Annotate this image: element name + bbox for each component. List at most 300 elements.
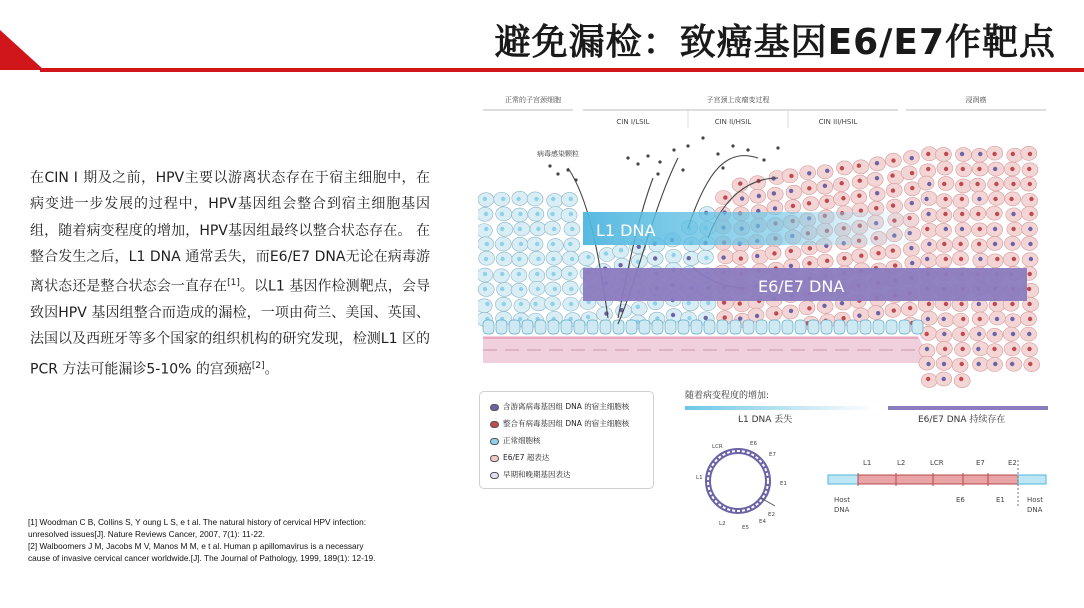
cell-nucleus bbox=[553, 287, 557, 291]
cell-nucleus bbox=[773, 206, 777, 210]
tissue-cell bbox=[868, 305, 884, 319]
legend-item bbox=[490, 418, 629, 429]
cell-nucleus bbox=[994, 182, 998, 186]
basal-cell bbox=[704, 320, 715, 334]
cell-nucleus bbox=[910, 156, 914, 160]
cell-nucleus bbox=[992, 347, 996, 351]
cell-nucleus bbox=[687, 256, 691, 260]
cell-nucleus bbox=[1028, 242, 1032, 246]
virus-particle bbox=[776, 146, 779, 149]
progress-title: 随着病变程度的增加: bbox=[685, 391, 770, 401]
cell-nucleus bbox=[1027, 167, 1031, 171]
cell-nucleus bbox=[927, 182, 931, 186]
e6e7-dna-label: E6/E7 DNA bbox=[758, 277, 845, 296]
genome-label-lcr: LCR bbox=[712, 444, 723, 450]
genome-label-e6: E6 bbox=[750, 441, 757, 447]
cell-nucleus bbox=[1011, 182, 1015, 186]
cell-nucleus bbox=[910, 171, 914, 175]
cell-nucleus bbox=[941, 377, 945, 381]
tissue-cell bbox=[918, 176, 934, 190]
cell-nucleus bbox=[875, 176, 879, 180]
tissue-cell bbox=[531, 297, 547, 311]
genome-label-e5: E5 bbox=[742, 525, 749, 531]
tissue-cell bbox=[478, 299, 492, 313]
cell-nucleus bbox=[908, 306, 912, 310]
cell-nucleus bbox=[501, 197, 505, 201]
title-divider bbox=[40, 68, 1084, 72]
cell-nucleus bbox=[857, 194, 861, 198]
cell-nucleus bbox=[995, 257, 999, 261]
cell-nucleus bbox=[586, 255, 590, 259]
cell-nucleus bbox=[823, 184, 827, 188]
virus-particle bbox=[658, 160, 661, 163]
basal-cell bbox=[626, 320, 637, 334]
tissue-cell bbox=[953, 313, 969, 327]
cell-nucleus bbox=[1028, 317, 1032, 321]
body-text-part-3: 。 bbox=[264, 361, 279, 378]
cell-nucleus bbox=[977, 332, 981, 336]
stage-label-normal: 正常的子宫颈细胞 bbox=[505, 96, 561, 104]
virus-particle bbox=[672, 148, 675, 151]
cell-nucleus bbox=[874, 206, 878, 210]
cell-nucleus bbox=[721, 255, 725, 259]
tissue-cell bbox=[561, 208, 577, 222]
cell-nucleus bbox=[535, 242, 539, 246]
host-dna-left-2: DNA bbox=[834, 506, 850, 514]
linear-label-l2: L2 bbox=[897, 459, 906, 467]
cell-nucleus bbox=[978, 152, 982, 156]
tissue-cell bbox=[1022, 193, 1038, 207]
cell-nucleus bbox=[927, 242, 931, 246]
stage-header bbox=[483, 95, 1046, 128]
virus-particles-label: 病毒感染颗粒 bbox=[537, 150, 579, 158]
tissue-cell bbox=[786, 185, 802, 199]
cell-nucleus bbox=[1011, 242, 1015, 246]
cell-nucleus bbox=[569, 287, 573, 291]
tissue-cell bbox=[936, 194, 952, 208]
cell-nucleus bbox=[944, 257, 948, 261]
virus-particle bbox=[636, 162, 639, 165]
cell-nucleus bbox=[942, 182, 946, 186]
virus-particles bbox=[548, 136, 779, 181]
basal-cell bbox=[678, 320, 689, 334]
cell-nucleus bbox=[959, 377, 963, 381]
legend-swatch bbox=[490, 438, 499, 445]
cell-nucleus bbox=[484, 227, 488, 231]
cell-nucleus bbox=[926, 317, 930, 321]
genome-label-l1: L1 bbox=[696, 475, 703, 481]
basal-cell bbox=[886, 320, 897, 334]
cell-nucleus bbox=[552, 227, 556, 231]
cell-nucleus bbox=[1009, 197, 1013, 201]
basal-cell bbox=[873, 320, 884, 334]
cell-nucleus bbox=[910, 186, 914, 190]
cell-nucleus bbox=[857, 164, 861, 168]
cell-nucleus bbox=[943, 197, 947, 201]
virus-particle bbox=[646, 154, 649, 157]
cell-nucleus bbox=[926, 152, 930, 156]
cell-nucleus bbox=[926, 212, 930, 216]
cell-nucleus bbox=[944, 152, 948, 156]
tissue-cell bbox=[547, 207, 563, 221]
e6e7-dna-band bbox=[583, 268, 1027, 301]
cell-nucleus bbox=[706, 301, 710, 305]
cell-nucleus bbox=[551, 242, 555, 246]
basal-cell bbox=[548, 320, 559, 334]
basal-cell bbox=[561, 320, 572, 334]
cell-nucleus bbox=[569, 212, 573, 216]
cell-nucleus bbox=[925, 257, 929, 261]
cell-nucleus bbox=[1027, 287, 1031, 291]
cell-nucleus bbox=[958, 242, 962, 246]
cell-nucleus bbox=[961, 167, 965, 171]
cell-nucleus bbox=[978, 317, 982, 321]
stage-label-cin2: CIN II/HSIL bbox=[714, 118, 752, 126]
cell-nucleus bbox=[686, 301, 690, 305]
virus-particle bbox=[762, 158, 765, 161]
basal-cell bbox=[600, 320, 611, 334]
cell-nucleus bbox=[570, 257, 574, 261]
citation-1: [1] bbox=[227, 278, 240, 289]
cell-nucleus bbox=[977, 302, 981, 306]
cell-nucleus bbox=[977, 197, 981, 201]
tissue-cell bbox=[921, 191, 937, 205]
cell-nucleus bbox=[858, 179, 862, 183]
cell-nucleus bbox=[519, 242, 523, 246]
cell-nucleus bbox=[500, 287, 504, 291]
cell-nucleus bbox=[789, 174, 793, 178]
basal-cell bbox=[743, 320, 754, 334]
stage-label-cin1: CIN I/LSIL bbox=[616, 118, 650, 126]
tissue-cell bbox=[867, 172, 883, 186]
cell-nucleus bbox=[789, 249, 793, 253]
cell-nucleus bbox=[500, 257, 504, 261]
cell-nucleus bbox=[789, 309, 793, 313]
virus-particle bbox=[721, 166, 724, 169]
cell-nucleus bbox=[959, 257, 963, 261]
basal-cell bbox=[665, 320, 676, 334]
basal-cell bbox=[691, 320, 702, 334]
cell-nucleus bbox=[893, 263, 897, 267]
cell-nucleus bbox=[687, 316, 691, 320]
l1-loss-bar bbox=[685, 406, 875, 410]
cell-nucleus bbox=[484, 257, 488, 261]
tissue-cell bbox=[511, 283, 527, 297]
virus-particle bbox=[626, 156, 629, 159]
cell-nucleus bbox=[891, 158, 895, 162]
cell-nucleus bbox=[1010, 317, 1014, 321]
cell-nucleus bbox=[993, 227, 997, 231]
cell-nucleus bbox=[1028, 182, 1032, 186]
basal-cell bbox=[535, 320, 546, 334]
cell-nucleus bbox=[840, 166, 844, 170]
basal-cell bbox=[821, 320, 832, 334]
basal-cell bbox=[509, 320, 520, 334]
cell-nucleus bbox=[536, 257, 540, 261]
cell-nucleus bbox=[740, 196, 744, 200]
cell-nucleus bbox=[924, 332, 928, 336]
cell-nucleus bbox=[671, 313, 675, 317]
tissue-cell bbox=[497, 222, 513, 236]
cell-nucleus bbox=[1012, 257, 1016, 261]
cell-nucleus bbox=[993, 167, 997, 171]
virus-particle bbox=[716, 152, 719, 155]
cell-nucleus bbox=[876, 311, 880, 315]
cell-nucleus bbox=[568, 272, 572, 276]
cell-nucleus bbox=[890, 173, 894, 177]
cell-nucleus bbox=[960, 347, 964, 351]
cell-nucleus bbox=[1029, 257, 1033, 261]
cell-nucleus bbox=[570, 227, 574, 231]
virus-particle bbox=[686, 144, 689, 147]
l1-dna-label: L1 DNA bbox=[596, 221, 656, 240]
legend-swatch bbox=[490, 421, 499, 428]
cell-nucleus bbox=[519, 302, 523, 306]
cell-nucleus bbox=[604, 251, 608, 255]
cell-nucleus bbox=[791, 204, 795, 208]
cell-nucleus bbox=[618, 263, 622, 267]
cell-nucleus bbox=[840, 301, 844, 305]
cell-nucleus bbox=[944, 167, 948, 171]
cell-nucleus bbox=[807, 261, 811, 265]
cell-nucleus bbox=[841, 196, 845, 200]
cell-nucleus bbox=[891, 203, 895, 207]
virus-particle bbox=[731, 144, 734, 147]
linear-label-lcr: LCR bbox=[930, 459, 944, 467]
genome-label-e4: E4 bbox=[759, 519, 766, 525]
cell-nucleus bbox=[484, 212, 488, 216]
l1-dna-band bbox=[583, 212, 913, 245]
tissue-cell bbox=[853, 160, 869, 174]
legend-label: 正常细胞核 bbox=[503, 436, 541, 445]
stage-label-lesion: 子宫颈上皮瘤变过程 bbox=[706, 96, 770, 104]
reference-line: unresolved issues[J]. Nature Reviews Cancer, 2007, 7(1): 11-22. bbox=[28, 529, 265, 539]
cell-nucleus bbox=[755, 254, 759, 258]
basal-cell bbox=[717, 320, 728, 334]
cell-nucleus bbox=[535, 212, 539, 216]
cell-nucleus bbox=[925, 227, 929, 231]
tissue-cell bbox=[718, 250, 734, 264]
cell-nucleus bbox=[892, 308, 896, 312]
references bbox=[28, 516, 468, 564]
cell-nucleus bbox=[959, 182, 963, 186]
cell-nucleus bbox=[738, 181, 742, 185]
tissue-cell bbox=[973, 342, 989, 356]
cell-nucleus bbox=[993, 242, 997, 246]
cell-nucleus bbox=[978, 257, 982, 261]
tissue-cell bbox=[578, 252, 594, 266]
cell-nucleus bbox=[875, 161, 879, 165]
cell-nucleus bbox=[536, 287, 540, 291]
cell-nucleus bbox=[944, 227, 948, 231]
basal-cell bbox=[912, 320, 923, 334]
cell-nucleus bbox=[825, 259, 829, 263]
cell-nucleus bbox=[789, 264, 793, 268]
cell-nucleus bbox=[485, 242, 489, 246]
body-text-part-2: 。以L1 基因作检测靶点，会导致因HPV 基因组整合而造成的漏检，一项由荷兰、美国、英国、法国以及西班牙等多个国家的组织机构的研究发现，检测L1 区的PCR 方法可能漏诊5-10% 的宫颈癌 bbox=[30, 278, 430, 378]
cell-nucleus bbox=[960, 152, 964, 156]
genome-label-e1: E1 bbox=[780, 481, 787, 487]
cell-nucleus bbox=[502, 302, 506, 306]
cell-nucleus bbox=[961, 317, 965, 321]
cell-nucleus bbox=[738, 301, 742, 305]
linear-label-e7: E7 bbox=[976, 459, 985, 467]
reference-line: [2] Walboomers J M, Jacobs M V, Manos M M, e t al. Human p apillomavirus is a necessary bbox=[28, 541, 364, 551]
cell-nucleus bbox=[517, 257, 521, 261]
cell-nucleus bbox=[975, 182, 979, 186]
cell-nucleus bbox=[1028, 227, 1032, 231]
cell-nucleus bbox=[703, 316, 707, 320]
basal-cell bbox=[587, 320, 598, 334]
cell-nucleus bbox=[840, 181, 844, 185]
cell-nucleus bbox=[976, 347, 980, 351]
e6e7-persist-bar bbox=[888, 406, 1048, 410]
tissue-cell bbox=[935, 147, 951, 161]
cell-nucleus bbox=[500, 272, 504, 276]
cell-nucleus bbox=[910, 261, 914, 265]
tissue-cell bbox=[936, 254, 952, 268]
cell-nucleus bbox=[942, 317, 946, 321]
linear-label-e6: E6 bbox=[956, 496, 965, 504]
e6e7-persist-label: E6/E7 DNA 持续存在 bbox=[918, 415, 1006, 425]
cell-nucleus bbox=[516, 197, 520, 201]
cell-nucleus bbox=[977, 167, 981, 171]
tissue-cell bbox=[527, 237, 543, 251]
tissue-cell bbox=[901, 166, 917, 180]
virus-particle bbox=[556, 172, 559, 175]
cell-nucleus bbox=[653, 256, 657, 260]
basal-cell bbox=[808, 320, 819, 334]
cell-nucleus bbox=[909, 246, 913, 250]
cell-nucleus bbox=[569, 197, 573, 201]
cell-nucleus bbox=[789, 189, 793, 193]
tissue-cell bbox=[935, 223, 951, 237]
basal-cell bbox=[834, 320, 845, 334]
linear-label-e2: E2 bbox=[1008, 459, 1017, 467]
cell-nucleus bbox=[807, 201, 811, 205]
cell-nucleus bbox=[534, 197, 538, 201]
cell-nucleus bbox=[500, 242, 504, 246]
cell-nucleus bbox=[568, 242, 572, 246]
stroma-layer bbox=[483, 336, 933, 363]
host-dna-right-1: Host bbox=[1027, 496, 1043, 504]
cell-nucleus bbox=[924, 197, 928, 201]
cell-nucleus bbox=[637, 245, 641, 249]
cell-nucleus bbox=[825, 199, 829, 203]
stage-label-cin3: CIN III/HSIL bbox=[818, 118, 858, 126]
basal-cell bbox=[769, 320, 780, 334]
cell-nucleus bbox=[1027, 302, 1031, 306]
cell-nucleus bbox=[1012, 347, 1016, 351]
linear-label-e1: E1 bbox=[996, 496, 1005, 504]
tissue-cell bbox=[987, 254, 1003, 268]
cell-nucleus bbox=[995, 212, 999, 216]
circular-hpv-genome bbox=[696, 441, 787, 531]
cell-nucleus bbox=[891, 248, 895, 252]
cell-nucleus bbox=[822, 304, 826, 308]
cell-nucleus bbox=[1028, 362, 1032, 366]
cell-nucleus bbox=[772, 191, 776, 195]
cell-nucleus bbox=[774, 311, 778, 315]
cell-nucleus bbox=[518, 227, 522, 231]
tissue-cell bbox=[955, 179, 971, 193]
cell-nucleus bbox=[977, 242, 981, 246]
cell-nucleus bbox=[1011, 212, 1015, 216]
cell-nucleus bbox=[942, 242, 946, 246]
cell-nucleus bbox=[807, 171, 811, 175]
basal-cell bbox=[860, 320, 871, 334]
virus-particle bbox=[548, 164, 551, 167]
cell-nucleus bbox=[1028, 272, 1032, 276]
basal-cell bbox=[847, 320, 858, 334]
basal-cell bbox=[574, 320, 585, 334]
cell-nucleus bbox=[944, 302, 948, 306]
cell-nucleus bbox=[943, 347, 947, 351]
tissue-cell bbox=[836, 161, 852, 175]
legend-swatch bbox=[490, 455, 499, 462]
cell-nucleus bbox=[1010, 362, 1014, 366]
genome-label-e7: E7 bbox=[769, 452, 776, 458]
cell-nucleus bbox=[586, 315, 590, 319]
cell-nucleus bbox=[926, 362, 930, 366]
basal-cell bbox=[782, 320, 793, 334]
tissue-cell bbox=[938, 313, 954, 327]
citation-2: [2] bbox=[251, 360, 265, 371]
legend-item bbox=[490, 452, 549, 463]
cell-nucleus bbox=[551, 197, 555, 201]
cell-nucleus bbox=[536, 227, 540, 231]
genome-label-e2: E2 bbox=[768, 512, 775, 518]
diagram-legend bbox=[479, 391, 654, 489]
host-dna-left-1: Host bbox=[834, 496, 850, 504]
tissue-cell bbox=[953, 194, 969, 208]
stage-label-invasive: 浸润癌 bbox=[965, 96, 987, 104]
tissue-cell bbox=[497, 282, 513, 296]
cell-nucleus bbox=[519, 287, 523, 291]
basal-cell bbox=[730, 320, 741, 334]
tissue-cell bbox=[986, 206, 1002, 220]
legend-swatch bbox=[490, 404, 499, 411]
tissue-cell bbox=[817, 165, 833, 179]
cell-nucleus bbox=[569, 302, 573, 306]
cell-nucleus bbox=[1029, 197, 1033, 201]
cell-nucleus bbox=[891, 188, 895, 192]
cell-nucleus bbox=[1027, 347, 1031, 351]
slide-title: 避免漏检：致癌基因E6/E7作靶点 bbox=[494, 22, 1056, 63]
basal-cell bbox=[899, 320, 910, 334]
cell-nucleus bbox=[485, 302, 489, 306]
tissue-cell bbox=[799, 301, 815, 315]
cell-nucleus bbox=[960, 212, 964, 216]
cell-nucleus bbox=[535, 272, 539, 276]
cell-nucleus bbox=[1011, 332, 1015, 336]
cell-nucleus bbox=[1011, 152, 1015, 156]
tissue-cell bbox=[1003, 252, 1019, 266]
host-dna-right-2: DNA bbox=[1027, 506, 1043, 514]
legend-label: 早期和晚期基因表达 bbox=[503, 470, 571, 479]
cell-nucleus bbox=[993, 197, 997, 201]
basal-cell bbox=[496, 320, 507, 334]
cell-nucleus bbox=[978, 227, 982, 231]
cell-nucleus bbox=[500, 212, 504, 216]
cell-nucleus bbox=[925, 347, 929, 351]
cell-nucleus bbox=[942, 332, 946, 336]
cell-nucleus bbox=[960, 227, 964, 231]
basal-cell bbox=[652, 320, 663, 334]
cell-nucleus bbox=[1027, 332, 1031, 336]
cell-nucleus bbox=[533, 302, 537, 306]
cell-nucleus bbox=[1029, 212, 1033, 216]
